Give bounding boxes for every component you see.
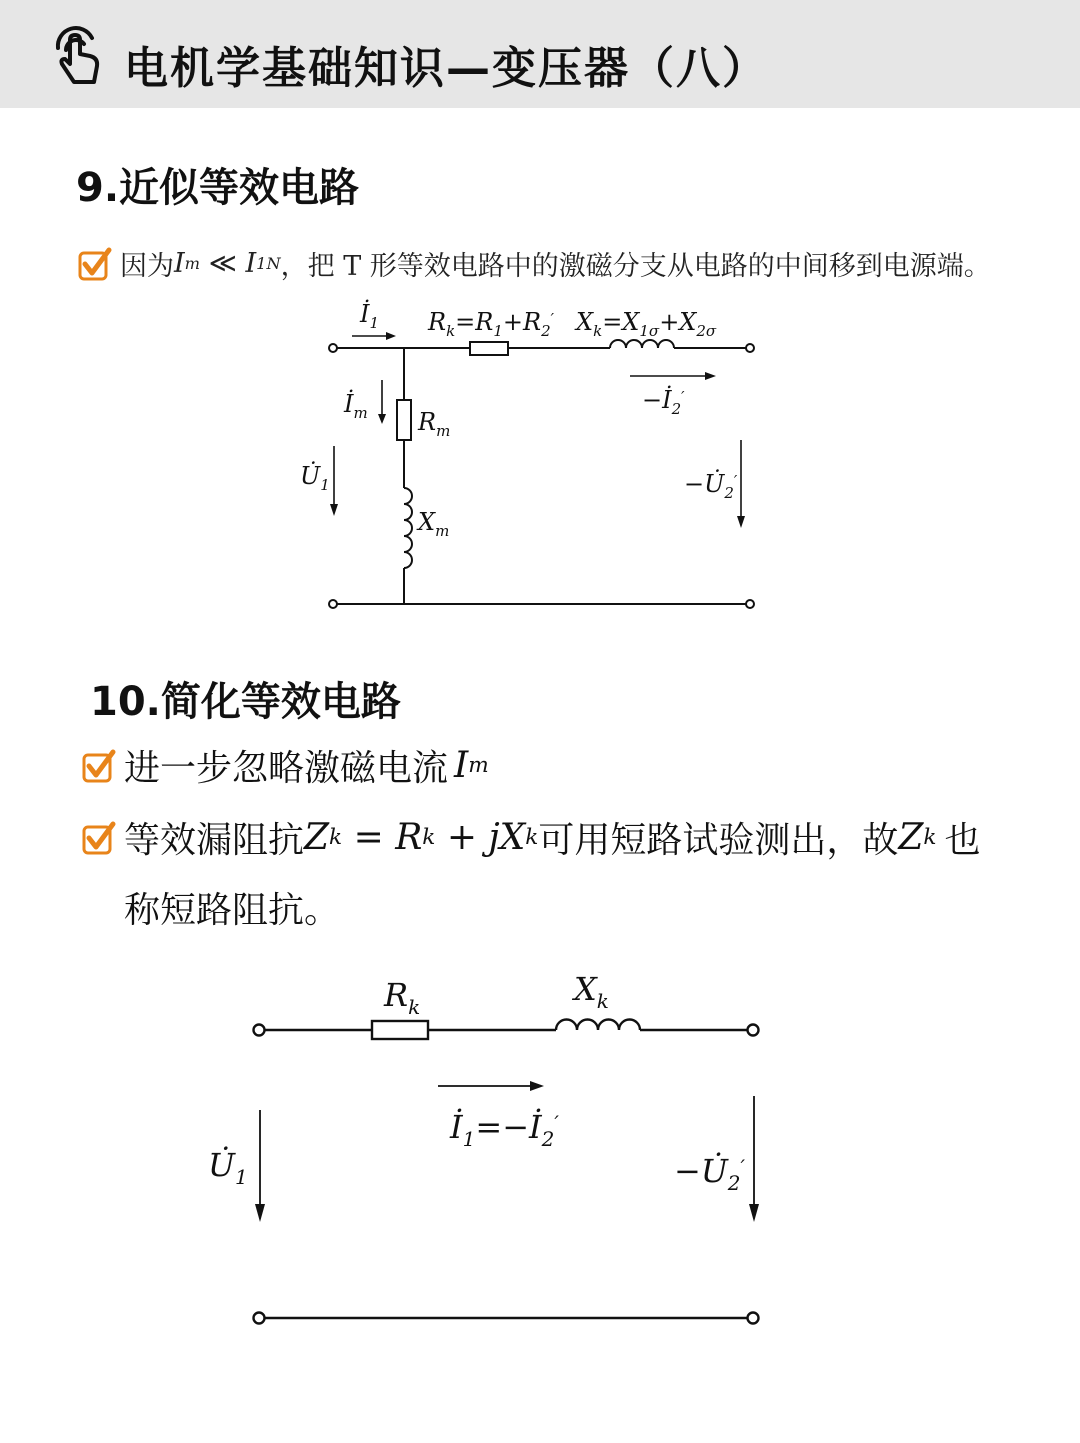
label-xk: $X_k$ (574, 970, 609, 1013)
label-u1: $U̇_1$ (208, 1146, 248, 1189)
much-less-than: ≪ (200, 248, 246, 279)
label-rk-equation: $R_k=R_1+R_2'$ (428, 308, 555, 340)
label-im: $İ_m$ (344, 390, 368, 422)
section-10-bullet-1: 进一步忽略激磁电流 I m (82, 740, 489, 791)
bullet-continuation: 称短路阻抗。 (124, 890, 341, 931)
checkbox-checked-icon (82, 749, 116, 783)
label-neg-i2: $-İ_2'$ (642, 386, 685, 418)
label-i1-eq-neg-i2: $İ_1=-İ_2'$ (450, 1108, 559, 1151)
terminal (254, 1025, 265, 1036)
jx-symbol: jX (488, 817, 526, 858)
z-symbol: Z (304, 817, 330, 858)
terminal (329, 344, 337, 352)
inductor-xk (610, 340, 674, 348)
bullet-prefix: 因为 (120, 251, 174, 282)
section-9-heading: 9.近似等效电路 (76, 165, 360, 211)
terminal (329, 600, 337, 608)
terminal (254, 1313, 265, 1324)
resistor-rk (470, 342, 508, 355)
terminal (746, 600, 754, 608)
section-9-bullet: 因为 I m ≪ I 1N ，把 T 形等效电路中的激磁分支从电路的中间移到电源端。 (78, 244, 991, 283)
resistor-rk (372, 1021, 428, 1039)
inductor-xm (404, 488, 412, 568)
terminal (748, 1313, 759, 1324)
inductor-xk (556, 1020, 640, 1031)
section-10-bullet-2: 等效漏阻抗 Z k = R k + jX k 可用短路试验测出，故 Z k 也 (82, 812, 980, 863)
bullet-prefix: 等效漏阻抗 (124, 820, 305, 861)
bullet-suffix: ，把 T 形等效电路中的激磁分支从电路的中间移到电源端。 (280, 251, 991, 282)
label-rk: $R_k$ (384, 976, 421, 1019)
terminal (748, 1025, 759, 1036)
r-symbol: R (395, 817, 423, 858)
label-u1: $U̇_1$ (300, 462, 330, 494)
resistor-rm (397, 400, 411, 440)
touch-hand-icon (48, 24, 108, 88)
bullet-text: 进一步忽略激磁电流 (124, 748, 449, 789)
im-symbol: I (454, 745, 469, 786)
label-xk-equation: $X_k=X_{1\sigma}+X_{2\sigma}$ (576, 308, 717, 340)
label-neg-u2: $-U̇_2'$ (684, 470, 738, 502)
i1n-symbol: I (245, 248, 257, 279)
page-title: 电机学基础知识—变压器（八） (124, 43, 768, 94)
label-neg-u2: $-U̇_2'$ (674, 1152, 746, 1195)
approximate-equivalent-circuit (300, 290, 780, 620)
label-xm: $X_m$ (418, 508, 450, 540)
label-rm: $R_m$ (418, 408, 451, 440)
simplified-equivalent-circuit (200, 960, 780, 1340)
im-symbol: I (174, 248, 185, 279)
checkbox-checked-icon (82, 821, 116, 855)
label-i1: $İ_1$ (360, 300, 380, 332)
checkbox-checked-icon (78, 247, 112, 281)
section-10-heading: 10.简化等效电路 (90, 679, 401, 725)
header-bar (0, 0, 1080, 108)
terminal (746, 344, 754, 352)
